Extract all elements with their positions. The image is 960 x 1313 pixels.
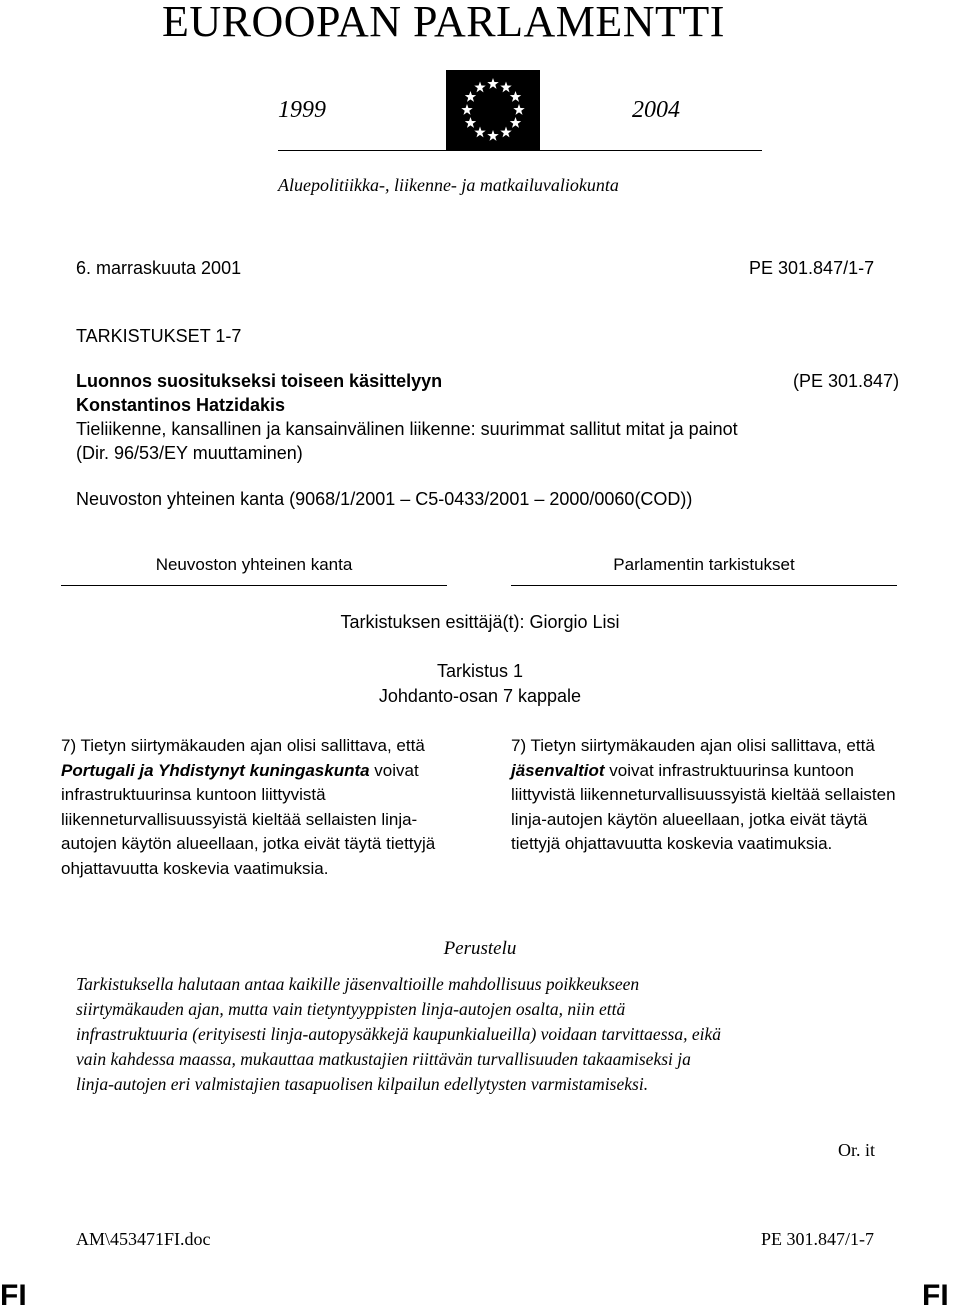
report-title: Luonnos suositukseksi toiseen käsittelyyn — [76, 371, 443, 391]
justification-line: Tarkistuksella halutaan antaa kaikille jäsenvaltioille mahdollisuus poikkeukseen — [76, 974, 640, 994]
document-ref: PE 301.847/1-7 — [749, 258, 875, 278]
recital-reference: Johdanto-osan 7 kappale — [378, 686, 582, 706]
common-position: Neuvoston yhteinen kanta (9068/1/2001 – C5-0433/2001 – 2000/0060(COD)) — [76, 489, 693, 509]
flag-star-icon — [510, 91, 521, 102]
justification-line: infrastruktuuria (erityisesti linja-autopysäkkejä kaupunkialueilla) voidaan tarvittaessa, eikä — [76, 1024, 721, 1044]
council-text-part1: 7) Tietyn siirtymäkauden ajan olisi sallittava, että — [61, 736, 425, 755]
footer-filename: AM\453471FI.doc — [76, 1229, 211, 1249]
flag-star-icon — [474, 127, 485, 138]
amendment-number: Tarkistus 1 — [436, 661, 524, 681]
parliament-text-part1: 7) Tietyn siirtymäkauden ajan olisi sallittava, että — [511, 736, 875, 755]
justification-line: siirtymäkauden ajan, mutta vain tietyntyyppisten linja-autojen osalta, niin että — [76, 999, 626, 1019]
parliament-text-emphasis: jäsenvaltiot — [511, 760, 605, 780]
justification-heading: Perustelu — [443, 938, 517, 959]
flag-star-icon — [465, 91, 476, 102]
flag-star-icon — [474, 81, 485, 92]
tabled-by: Tarkistuksen esittäjä(t): Giorgio Lisi — [340, 612, 620, 632]
header-rule — [278, 150, 762, 151]
flag-star-icon — [487, 130, 498, 141]
term-end-year: 2004 — [632, 97, 680, 123]
col-right-rule — [511, 585, 897, 586]
col-header-parliament: Parlamentin tarkistukset — [613, 555, 795, 574]
committee-name: Aluepolitiikka-, liikenne- ja matkailuvaliokunta — [278, 175, 619, 195]
col-header-council: Neuvoston yhteinen kanta — [155, 555, 353, 574]
report-ref: (PE 301.847) — [793, 371, 900, 391]
flag-star-icon — [500, 81, 511, 92]
parliament-text-part2: voivat infrastruktuurinsa kuntoon liittyvistä liikenneturvallisuussyistä kieltää sellaisten linja-autojen käytön alueellaan, jotka eivät täytä tiettyjä ohjattavuutta koskevia vaatimuksia. — [511, 760, 896, 854]
justification-line: vain kahdessa maassa, mukauttaa matkustajien riittävän turvallisuuden takaamiseksi ja — [76, 1049, 691, 1069]
language-code-right: FI — [922, 1279, 949, 1312]
rapporteur-name: Konstantinos Hatzidakis — [76, 395, 286, 415]
justification-line: linja-autojen eri valmistajien tasapuolisen kilpailun edellytysten varmistamiseksi. — [76, 1074, 649, 1094]
subject-line-1: Tieliikenne, kansallinen ja kansainvälinen liikenne: suurimmat sallitut mitat ja painot — [76, 419, 738, 439]
council-text-emphasis: Portugali ja Yhdistynyt kuningaskunta — [61, 760, 370, 780]
term-start-year: 1999 — [278, 97, 326, 123]
parliament-text — [511, 734, 903, 857]
council-text-part2: voivat infrastruktuurinsa kuntoon liittyvistä liikenneturvallisuussyistä kieltää sellaisten linja-autojen käytön alueellaan, jotka eivät täytä tiettyjä ohjattavuutta koskevia vaatimuksia. — [61, 760, 436, 878]
flag-star-icon — [510, 117, 521, 128]
eu-flag-icon — [446, 70, 540, 150]
flag-star-icon — [465, 117, 476, 128]
flag-star-icon — [487, 78, 498, 89]
original-language: Or. it — [838, 1140, 876, 1160]
document-date: 6. marraskuuta 2001 — [76, 258, 242, 278]
justification-text — [76, 972, 936, 1097]
footer-ref: PE 301.847/1-7 — [761, 1229, 875, 1249]
subject-line-2: (Dir. 96/53/EY muuttaminen) — [76, 443, 303, 463]
council-text — [61, 734, 456, 882]
flag-star-icon — [513, 104, 524, 115]
language-code-left: FI — [0, 1279, 27, 1312]
doc-heading: TARKISTUKSET 1-7 — [76, 326, 242, 346]
flag-star-icon — [500, 127, 511, 138]
col-left-rule — [61, 585, 447, 586]
parliament-title: EUROOPAN PARLAMENTTI — [162, 0, 725, 46]
flag-star-icon — [461, 104, 472, 115]
